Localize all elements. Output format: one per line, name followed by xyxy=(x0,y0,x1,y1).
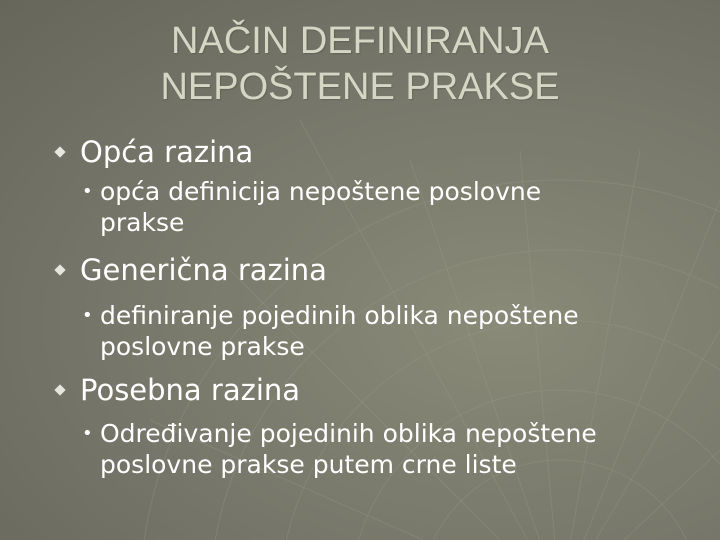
bullet-item-genericna-razina xyxy=(50,252,327,288)
sub-bullet-text-line1: Određivanje pojedinih oblika nepoštene xyxy=(100,419,597,448)
bullet-label: Generična razina xyxy=(80,253,327,287)
dot-bullet-icon: • xyxy=(82,181,93,202)
bullet-item-opca-razina xyxy=(50,134,253,170)
title-line-2: NEPOŠTENE PRAKSE xyxy=(160,66,560,108)
title-line-1: NAČIN DEFINIRANJA xyxy=(171,20,549,62)
bullet-label: Opća razina xyxy=(80,135,254,169)
sub-bullet-item xyxy=(82,300,692,362)
sub-bullet-text-line1: opća definicija nepoštene poslovne xyxy=(100,177,542,206)
diamond-bullet-icon xyxy=(54,384,65,395)
diamond-bullet-icon xyxy=(54,146,65,157)
sub-bullet-text-line2: prakse xyxy=(100,208,185,237)
sub-bullet-text-line1: definiranje pojedinih oblika nepoštene xyxy=(100,301,579,330)
diamond-bullet-icon xyxy=(54,264,65,275)
sub-bullet-item xyxy=(82,176,692,238)
sub-bullet-text-line2: poslovne prakse xyxy=(100,332,305,361)
bullet-label: Posebna razina xyxy=(80,373,301,407)
dot-bullet-icon: • xyxy=(82,305,93,326)
sub-bullet-text-line2: poslovne prakse putem crne liste xyxy=(100,450,517,479)
bullet-item-posebna-razina xyxy=(50,372,300,408)
dot-bullet-icon: • xyxy=(82,423,93,444)
sub-bullet-item xyxy=(82,418,692,480)
